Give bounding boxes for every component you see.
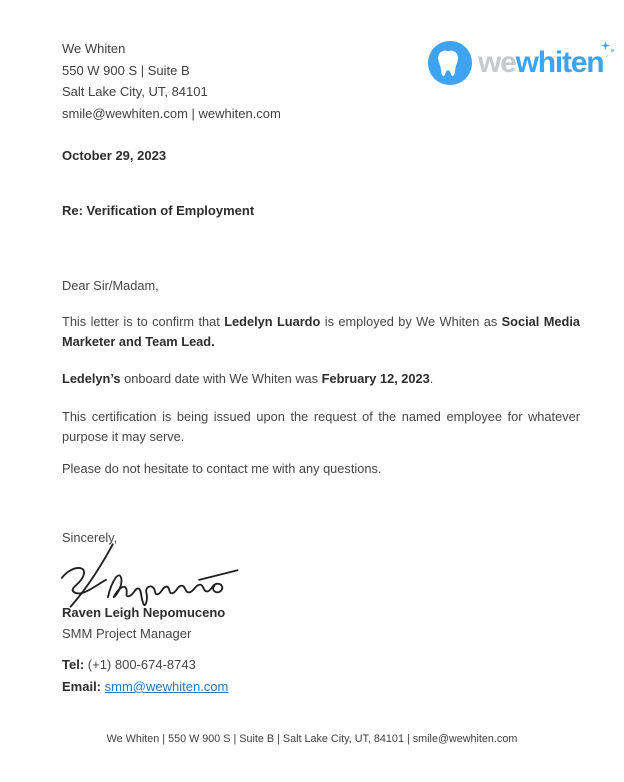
sparkle-dot-icon [606,55,608,57]
para2-onboard-date: February 12, 2023 [321,371,430,386]
sender-address-block [62,38,281,124]
logo-word-we: we [478,46,516,79]
footer-line: We Whiten | 550 W 900 S | Suite B | Salt Lake City, UT, 84101 | smile@wewhiten.com [106,733,518,745]
email-label: Email: [62,679,102,694]
signer-title: SMM Project Manager [62,626,192,641]
body-paragraph-1 [62,312,580,351]
para1-employee-name: Ledelyn Luardo [224,314,321,329]
email-link[interactable]: smm@wewhiten.com [104,679,229,694]
letter-subject: Re: Verification of Employment [62,203,255,218]
sender-street: 550 W 900 S | Suite B [62,62,190,78]
body-paragraph-3: This certification is being issued upon the request of the named employee for whatever purpose it may serve. [62,409,580,444]
signer-name: Raven Leigh Nepomuceno [62,605,226,620]
body-paragraph-2 [62,369,580,389]
email-line [62,679,228,694]
para1-job-title: Social Media Marketer and Team Lead. [62,314,580,349]
sparkle-dot-icon [611,49,614,52]
letter-date: October 29, 2023 [62,148,167,163]
sender-company: We Whiten [62,41,126,56]
para1-text-1: This letter is to confirm that [62,314,225,329]
company-logo [427,40,603,86]
handwritten-signature [58,541,250,611]
tel-label: Tel: [62,657,85,672]
sender-email-web: smile@wewhiten.com | wewhiten.com [62,105,281,121]
logo-word-whiten: whiten [515,46,604,79]
sparkle-icon [601,41,610,50]
tel-line [62,657,196,672]
closing: Sincerely, [62,530,118,545]
para2-text-1: onboard date with We Whiten was [120,371,322,386]
sender-city: Salt Lake City, UT, 84101 [62,84,208,99]
body-paragraph-4: Please do not hesitate to contact me with any questions. [62,461,382,476]
para2-employee-possessive: Ledelyn’s [62,371,121,386]
salutation: Dear Sir/Madam, [62,278,159,293]
logo-wordmark [478,48,603,78]
tooth-icon [427,40,473,86]
para1-text-2: is employed by We Whiten as [320,314,502,329]
para2-text-2: . [429,371,434,386]
tel-value: (+1) 800-674-8743 [84,657,196,672]
